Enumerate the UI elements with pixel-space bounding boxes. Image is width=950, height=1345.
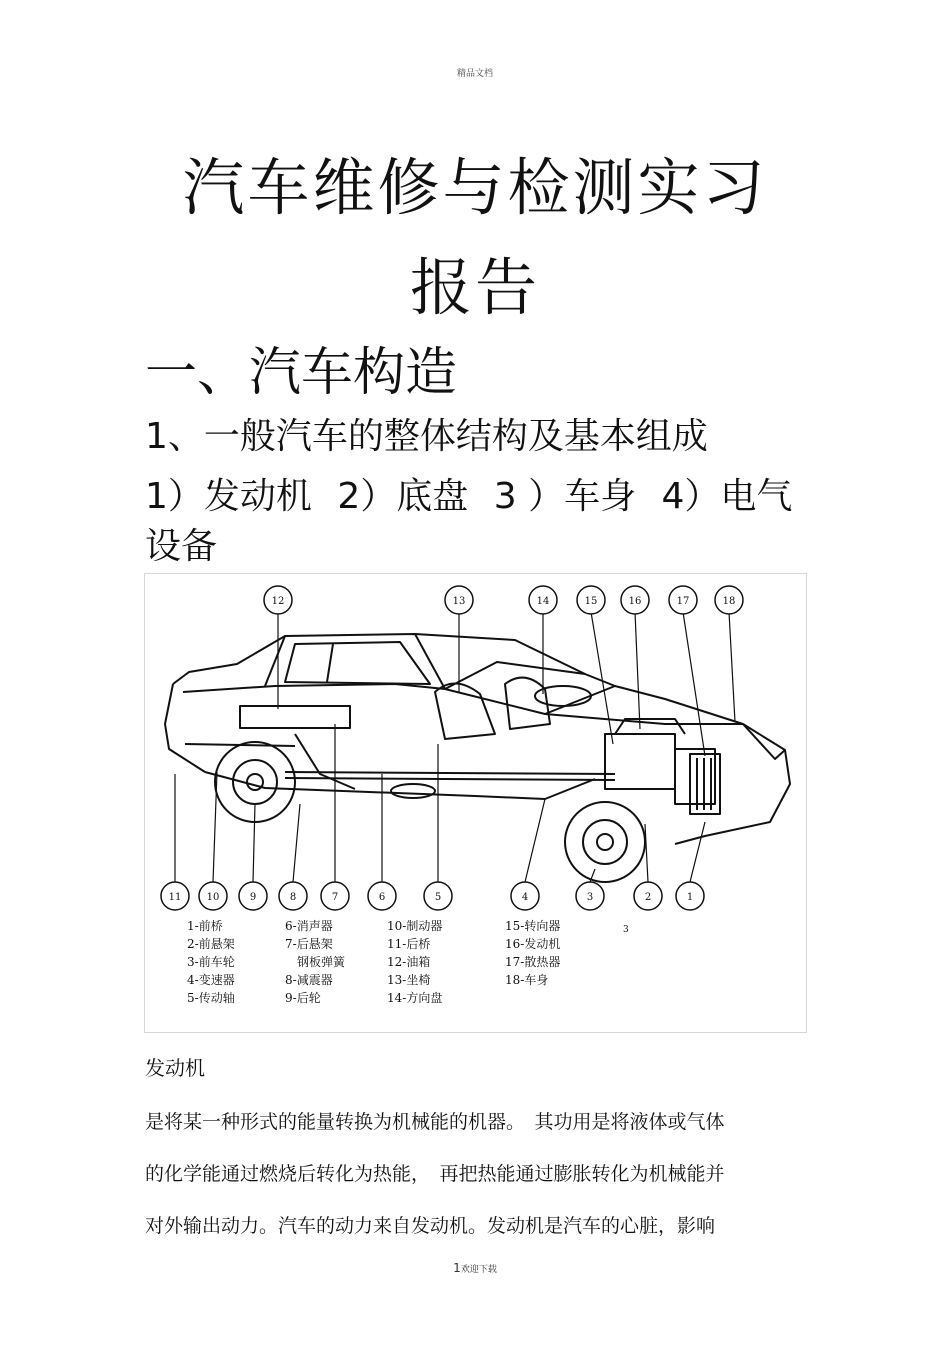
legend-item: 9-后轮 (285, 991, 321, 1005)
legend-item: 4-变速器 (187, 973, 235, 987)
callout-8: 8 (289, 892, 297, 903)
legend-item: 13-坐椅 (387, 973, 431, 987)
footer-text: 欢迎下载 (460, 1265, 497, 1275)
legend-item: 16-发动机 (505, 937, 561, 951)
component-list (145, 472, 825, 572)
callout-2: 2 (644, 892, 652, 903)
paragraph-line: 的化学能通过燃烧后转化为热能， 再把热能通过膨胀转化为机械能并 (145, 1163, 725, 1185)
callout-18: 18 (722, 596, 736, 607)
car-structure-figure (144, 573, 807, 1033)
callout-6: 6 (378, 892, 386, 903)
legend-item: 6-消声器 (285, 919, 333, 933)
callout-14: 14 (536, 596, 550, 607)
header-note: 精品文档 (456, 69, 493, 79)
callout-16: 16 (628, 596, 642, 607)
legend-item: 11-后桥 (387, 937, 431, 951)
callout-10: 10 (206, 892, 220, 903)
callout-11: 11 (168, 892, 182, 903)
legend-item: 12-油箱 (387, 955, 431, 969)
callout-7: 7 (331, 892, 339, 903)
legend-item: 10-制动器 (387, 919, 443, 933)
callout-4: 4 (521, 892, 529, 903)
callout-1: 1 (686, 892, 694, 903)
car-structure-diagram (145, 574, 806, 1032)
callout-12: 12 (271, 596, 285, 607)
legend-item: 18-车身 (505, 973, 549, 987)
car-body-outline (173, 634, 790, 844)
legend-item: 5-传动轴 (187, 991, 235, 1005)
legend-item: 15-转向器 (505, 919, 561, 933)
callout-3: 3 (586, 892, 594, 903)
component-item: 1）发动机 (145, 476, 312, 517)
document-title-line-2: 报告 (409, 251, 540, 324)
legend-item: 3-前车轮 (187, 955, 235, 969)
callout-9: 9 (249, 892, 257, 903)
legend-item: 1-前桥 (187, 919, 223, 933)
legend-item: 17-散热器 (505, 955, 561, 969)
paragraph-line: 是将某一种形式的能量转换为机械能的机器。 其功用是将液体或气体 (145, 1111, 725, 1133)
callout-13: 13 (452, 596, 466, 607)
component-item: 4）电气设备 (145, 476, 793, 567)
callout-15: 15 (584, 596, 598, 607)
page-number: 1 (453, 1261, 461, 1275)
paragraph-line: 对外输出动力。汽车的动力来自发动机。发动机是汽车的心脏，影响 (145, 1215, 716, 1237)
subsection-heading: 1、一般汽车的整体结构及基本组成 (145, 416, 708, 457)
engine-paragraph (145, 1096, 805, 1252)
callout-17: 17 (676, 596, 690, 607)
legend-item: 2-前悬架 (187, 937, 235, 951)
legend-item: 8-减震器 (285, 973, 333, 987)
component-item: 3 ）车身 (493, 476, 637, 517)
legend-item: 14-方向盘 (387, 991, 443, 1005)
page-footer (0, 1261, 950, 1275)
engine-heading: 发动机 (145, 1056, 205, 1080)
legend-item: 7-后悬架 (285, 937, 333, 951)
document-title-line-1: 汽车维修与检测实习 (182, 151, 768, 224)
callout-5: 5 (434, 892, 442, 903)
component-item: 2）底盘 (337, 476, 469, 517)
stray-label: 3 (623, 925, 629, 935)
legend-item: 钢板弹簧 (297, 955, 346, 969)
section-heading: 一、汽车构造 (145, 343, 458, 403)
